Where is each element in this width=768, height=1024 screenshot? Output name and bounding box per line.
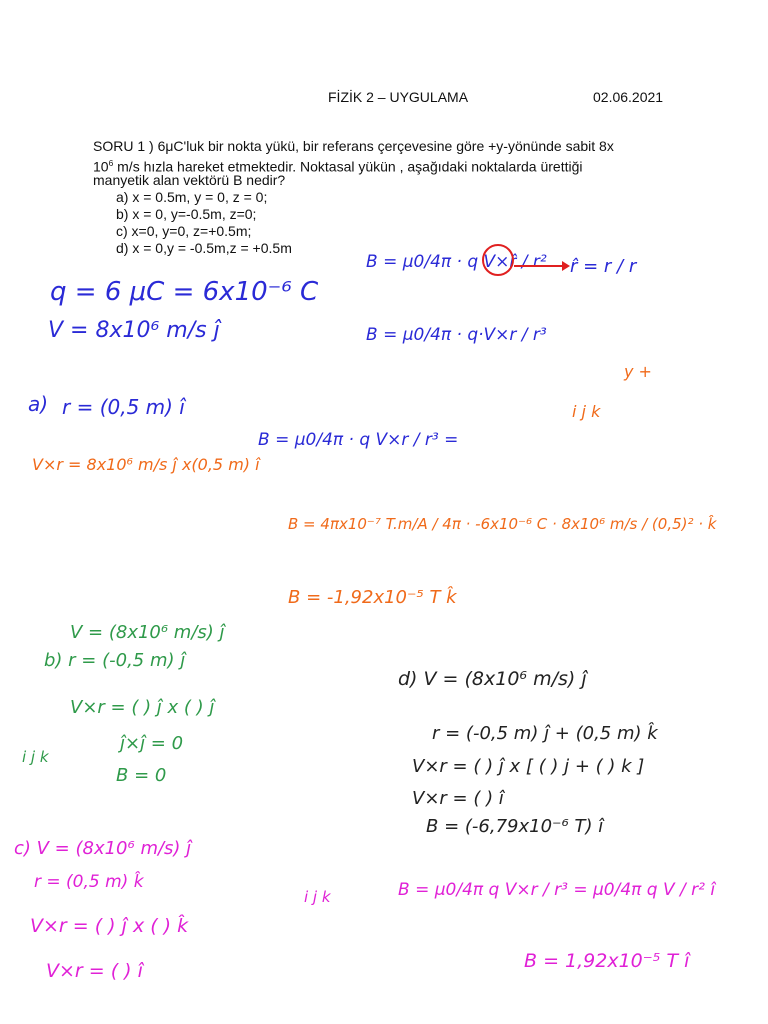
option-a: a) x = 0.5m, y = 0, z = 0; xyxy=(116,189,268,205)
part-c-formula: B = μ0/4π q V×r / r³ = μ0/4π q V / r² î xyxy=(398,880,716,900)
option-d: d) x = 0,y = -0.5m,z = +0.5m xyxy=(116,240,292,256)
question-line-3: manyetik alan vektörü B nedir? xyxy=(93,172,286,188)
part-d-result: B = (-6,79x10⁻⁶ T) î xyxy=(426,816,604,837)
question-line-2-exp: 6 xyxy=(108,158,114,168)
part-a-position: r = (0,5 m) î xyxy=(62,395,185,419)
part-c-result: B = 1,92x10⁻⁵ T î xyxy=(524,950,690,972)
formula-biot-savart-unit: B = μ0/4π · q V×r̂ / r² xyxy=(366,252,547,272)
part-a-cross-product: V×r = 8x10⁶ m/s ĵ x(0,5 m) î xyxy=(32,455,260,474)
document-title: FİZİK 2 – UYGULAMA xyxy=(328,89,469,105)
part-d-cross-product: V×r = ( ) ĵ x [ ( ) j + ( ) k ] xyxy=(412,756,645,777)
part-b-result: B = 0 xyxy=(116,765,167,786)
part-c-cross-product: V×r = ( ) ĵ x ( ) k̂ xyxy=(30,915,189,937)
rhat-highlight-arrow xyxy=(480,240,570,280)
given-velocity: V = 8x10⁶ m/s ĵ xyxy=(48,318,220,343)
document-date: 02.06.2021 xyxy=(593,89,664,105)
part-c-axes-sketch: i j k xyxy=(304,888,331,906)
option-b: b) x = 0, y=-0.5m, z=0; xyxy=(116,206,257,222)
question-line-1: SORU 1 ) 6μC'luk bir nokta yükü, bir referans çerçevesine göre +y-yönünde sabit 8x xyxy=(93,138,614,154)
part-a-label: a) xyxy=(28,392,49,416)
question-line-2-rest: m/s hızla hareket etmektedir. Noktasal yükün , aşağıdaki noktalarda ürettiği xyxy=(113,158,583,175)
part-b-velocity: V = (8x10⁶ m/s) ĵ xyxy=(70,622,225,643)
option-c: c) x=0, y=0, z=+0.5m; xyxy=(116,223,252,239)
given-charge: q = 6 μC = 6x10⁻⁶ C xyxy=(50,277,319,307)
part-a-substitution: B = 4πx10⁻⁷ T.m/A / 4π · -6x10⁻⁶ C · 8x10⁶ m/s / (0,5)² · k̂ xyxy=(288,515,717,533)
part-b-axes-sketch: i j k xyxy=(22,748,49,766)
part-a-formula: B = μ0/4π · q V×r / r³ = xyxy=(258,430,459,450)
part-d-cross-product-result: V×r = ( ) î xyxy=(412,788,504,809)
part-b-position: b) r = (-0,5 m) ĵ xyxy=(44,650,186,671)
axes-sketch-ijk: i j k xyxy=(572,402,601,421)
part-b-j-cross-j: ĵ×ĵ = 0 xyxy=(120,733,184,754)
part-c-velocity: c) V = (8x10⁶ m/s) ĵ xyxy=(14,838,192,859)
part-c-cross-product-result: V×r = ( ) î xyxy=(46,960,143,982)
part-d-position: r = (-0,5 m) ĵ + (0,5 m) k̂ xyxy=(432,723,658,744)
part-a-result: B = -1,92x10⁻⁵ T k̂ xyxy=(288,587,457,608)
formula-rhat: r̂ = r / r xyxy=(570,256,637,277)
part-c-position: r = (0,5 m) k̂ xyxy=(34,872,144,892)
axes-sketch-y: y + xyxy=(624,362,652,381)
question-line-2-base: 10 xyxy=(93,158,109,175)
formula-biot-savart-vector: B = μ0/4π · q·V×r / r³ xyxy=(366,325,547,345)
part-d-velocity: d) V = (8x10⁶ m/s) ĵ xyxy=(398,668,587,690)
part-b-cross-product: V×r = ( ) ĵ x ( ) ĵ xyxy=(70,697,215,718)
